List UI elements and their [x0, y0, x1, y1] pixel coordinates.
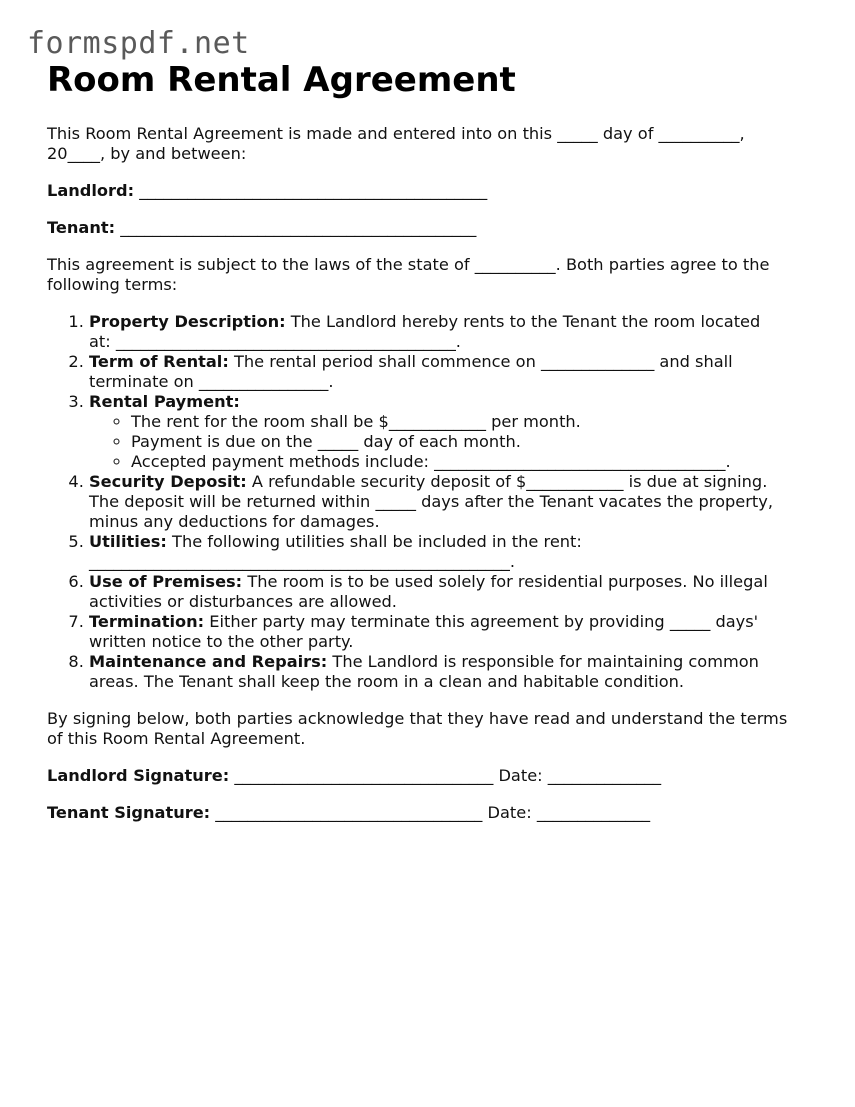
intro-line-1: This Room Rental Agreement is made and entered into on this _____ day of __________, [47, 124, 745, 143]
closing-line-1: By signing below, both parties acknowledge that they have read and understand the terms [47, 709, 788, 728]
term-text: The room is to be used solely for residential purposes. No illegal [242, 572, 768, 591]
term-text: Either party may terminate this agreement by providing _____ days' [204, 612, 759, 631]
term-label: Utilities: [89, 532, 167, 551]
tenant-line [47, 218, 817, 238]
landlord-signature-label: Landlord Signature: [47, 766, 230, 785]
terms-list [47, 312, 817, 692]
payment-sublist [89, 412, 817, 472]
term-property-description [89, 312, 817, 352]
term-text: ____________________________________________________. [89, 552, 516, 571]
tenant-signature-line [47, 803, 817, 823]
payment-subitem: ◦ The rent for the room shall be $____________ per month. [131, 412, 817, 432]
term-text: The deposit will be returned within _____ days after the Tenant vacates the property, [89, 492, 773, 511]
term-use-of-premises [89, 572, 817, 612]
law-line-1: This agreement is subject to the laws of the state of __________. Both parties agree to the [47, 255, 770, 274]
term-text: terminate on ________________. [89, 372, 334, 391]
document-page [47, 58, 817, 823]
term-text: areas. The Tenant shall keep the room in a clean and habitable condition. [89, 672, 685, 691]
tenant-blank: ____________________________________________ [115, 218, 477, 237]
landlord-blank: ___________________________________________ [134, 181, 488, 200]
term-label: Maintenance and Repairs: [89, 652, 328, 671]
term-label: Rental Payment: [89, 392, 240, 411]
tenant-label: Tenant: [47, 218, 116, 237]
term-text: written notice to the other party. [89, 632, 354, 651]
landlord-line [47, 181, 817, 201]
term-text: The following utilities shall be included in the rent: [166, 532, 582, 551]
tenant-signature-label: Tenant Signature: [47, 803, 211, 822]
term-maintenance [89, 652, 817, 692]
term-text: The rental period shall commence on ______________ and shall [228, 352, 733, 371]
term-text: minus any deductions for damages. [89, 512, 380, 531]
term-text: A refundable security deposit of $____________ is due at signing. [246, 472, 768, 491]
intro-line-2: 20____, by and between: [47, 144, 247, 163]
term-label: Term of Rental: [89, 352, 229, 371]
term-label: Security Deposit: [89, 472, 247, 491]
landlord-signature-line [47, 766, 817, 786]
law-line-2: following terms: [47, 275, 178, 294]
term-security-deposit [89, 472, 817, 532]
term-label: Use of Premises: [89, 572, 243, 591]
term-text: at: __________________________________________. [89, 332, 461, 351]
landlord-signature-blank: ________________________________ Date: ______________ [229, 766, 662, 785]
page-title: Room Rental Agreement [47, 60, 516, 100]
term-text: The Landlord hereby rents to the Tenant the room located [285, 312, 761, 331]
term-rental-payment [89, 392, 817, 472]
closing-line-2: of this Room Rental Agreement. [47, 729, 306, 748]
intro-paragraph [47, 124, 817, 164]
term-text: The Landlord is responsible for maintaining common [327, 652, 759, 671]
watermark: formspdf.net [27, 26, 250, 61]
term-label: Termination: [89, 612, 205, 631]
closing-paragraph [47, 709, 817, 749]
term-label: Property Description: [89, 312, 286, 331]
governing-law-paragraph [47, 255, 817, 295]
landlord-label: Landlord: [47, 181, 135, 200]
payment-subitem: ◦ Accepted payment methods include: ____________________________________. [131, 452, 817, 472]
tenant-signature-blank: _________________________________ Date: ______________ [210, 803, 651, 822]
term-utilities [89, 532, 817, 572]
term-termination [89, 612, 817, 652]
term-text: activities or disturbances are allowed. [89, 592, 397, 611]
term-rental-period [89, 352, 817, 392]
payment-subitem: ◦ Payment is due on the _____ day of each month. [131, 432, 817, 452]
